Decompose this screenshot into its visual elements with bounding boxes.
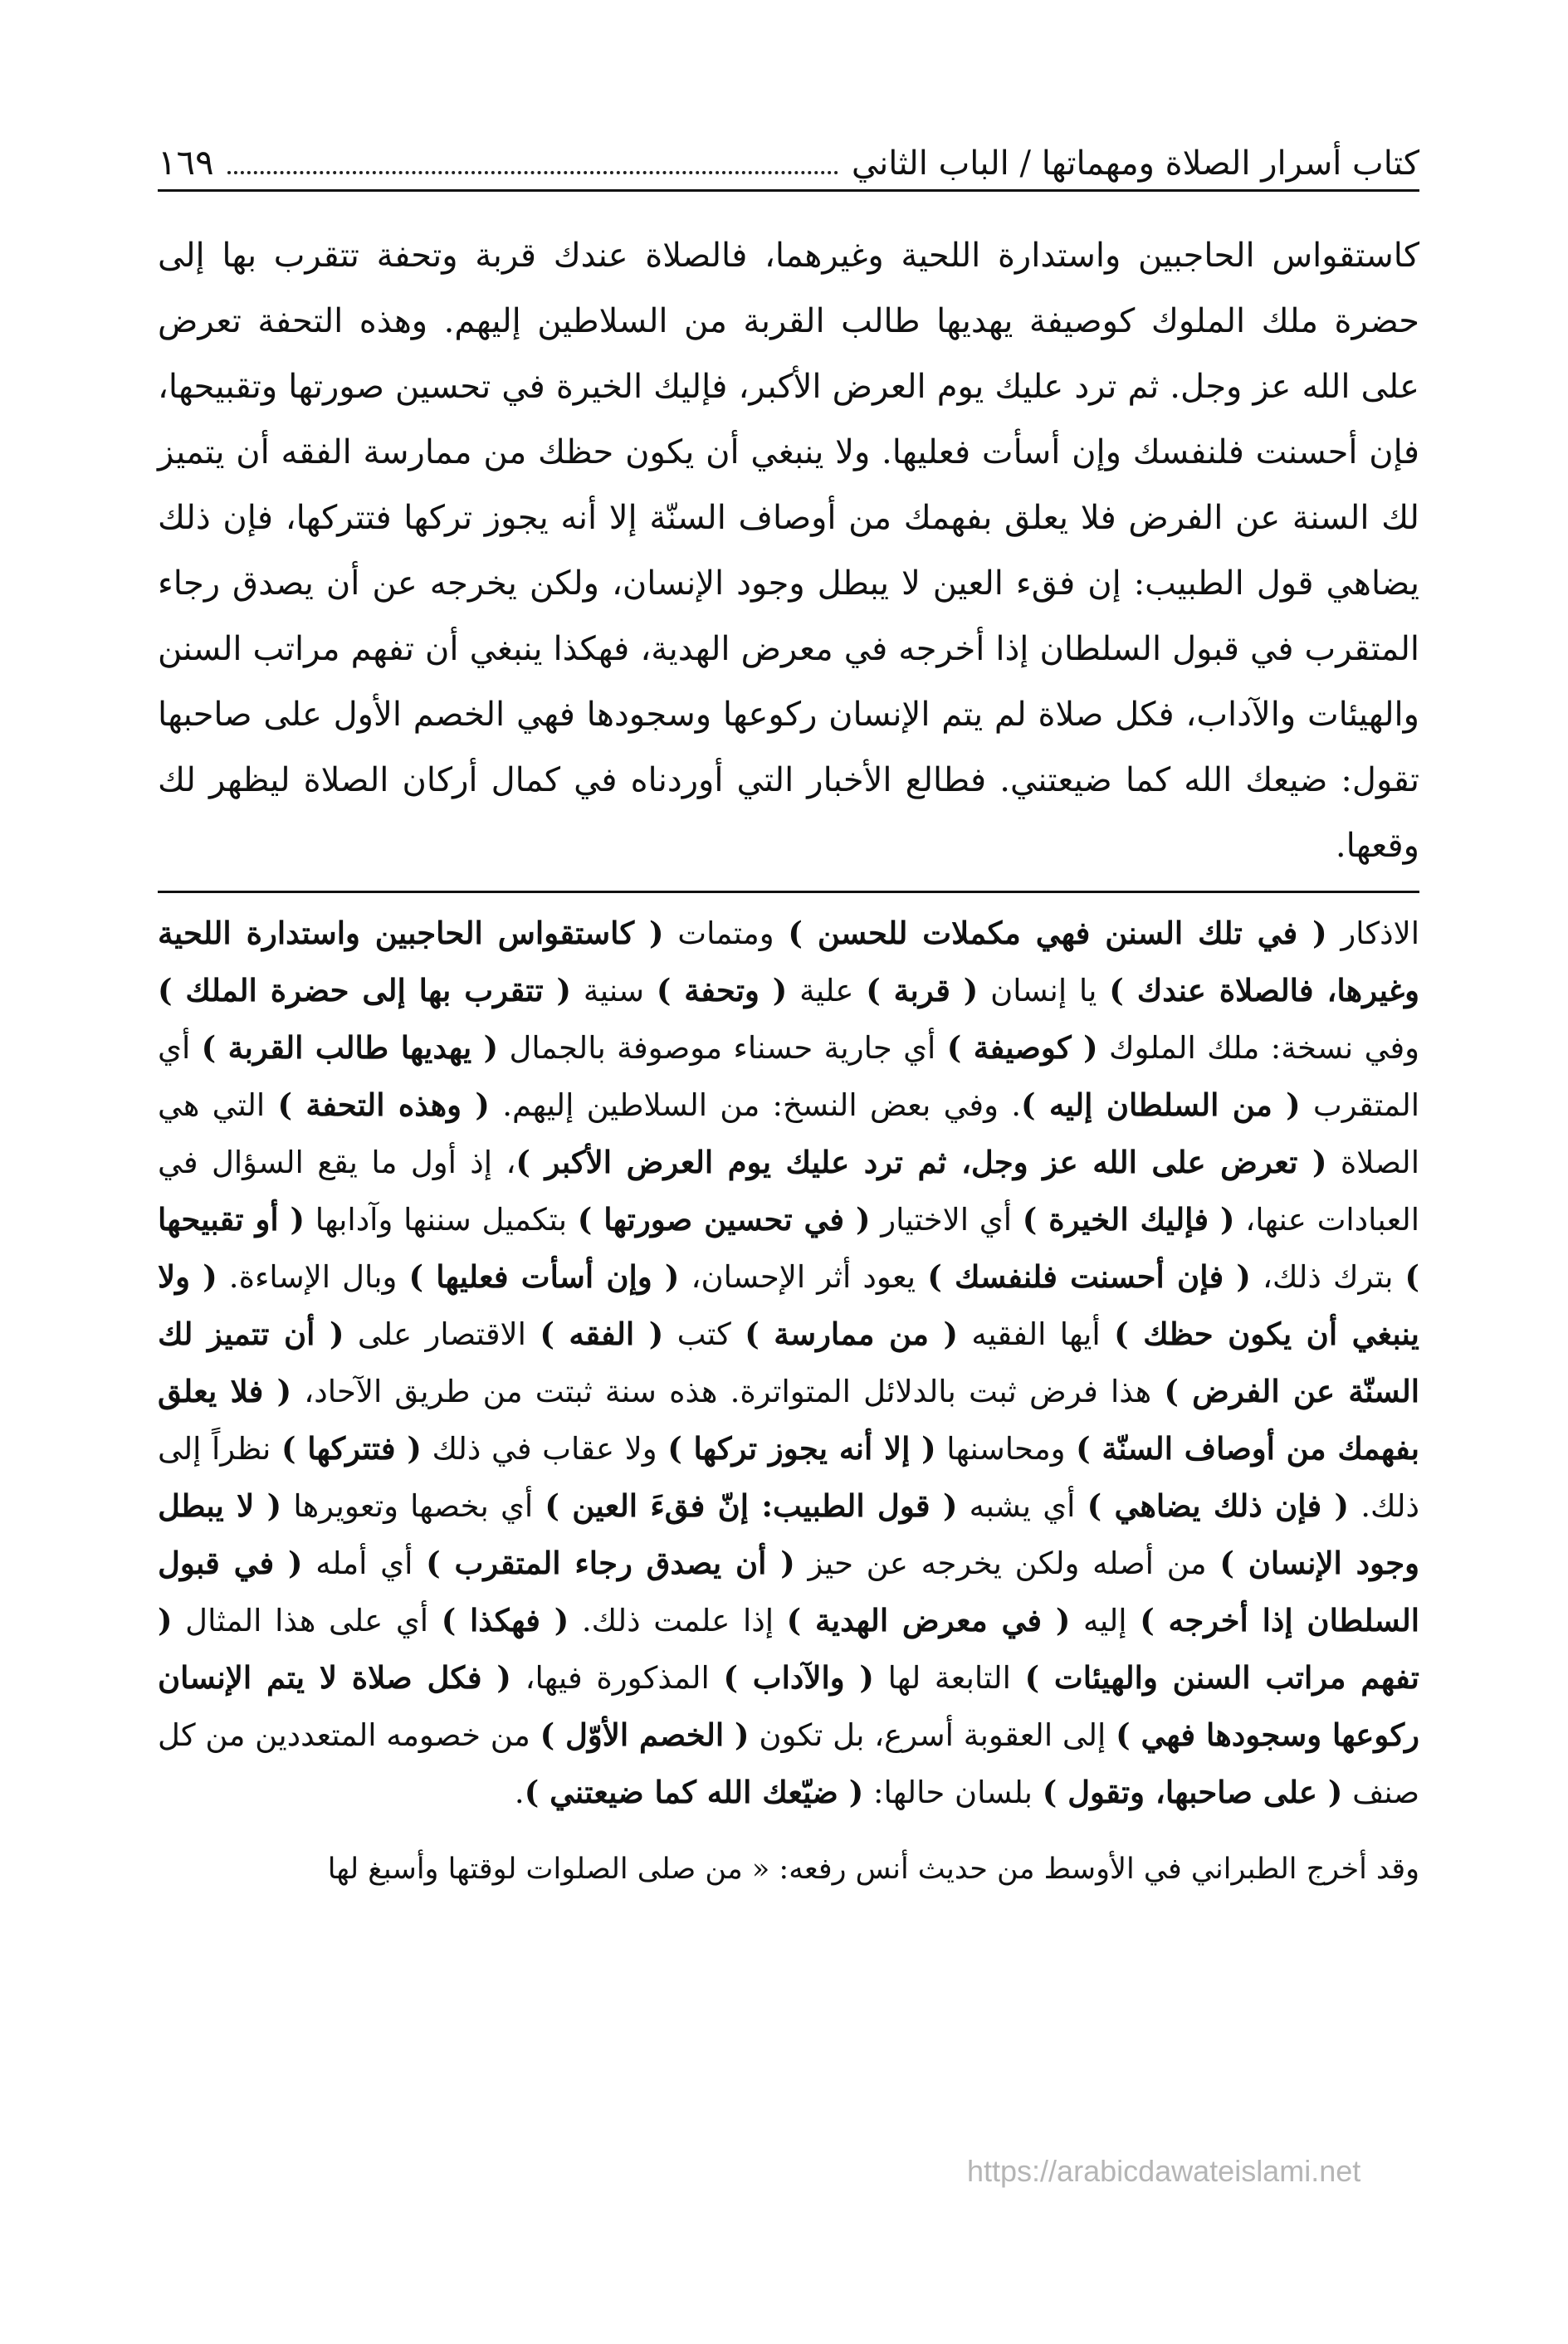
commentary-text: أي على هذا المثال [172, 1603, 442, 1638]
commentary-text: بلسان حالها: [863, 1775, 1043, 1810]
commentary-quote: ( وتحفة ) [656, 972, 788, 1008]
commentary-quote: ( فإليك الخيرة ) [1022, 1201, 1235, 1238]
commentary-quote: ( تعرض على الله عز وجل، ثم ترد عليك يوم العرض الأكبر ) [515, 1144, 1327, 1180]
commentary-quote: ( الخصم الأوّل ) [540, 1716, 750, 1753]
commentary-text: من خصومه المتعددين من كل صنف [158, 1717, 1419, 1810]
commentary-quote: ( قول الطبيب: إنّ فقءَ العين ) [545, 1487, 958, 1524]
commentary-text: أي أمله [302, 1546, 427, 1581]
page-number: ١٦٩ [158, 142, 214, 183]
commentary-text: الاذكار [1326, 916, 1420, 951]
commentary-paragraph [158, 905, 1419, 1821]
commentary-quote: ( تتقرب بها إلى حضرة الملك ) [158, 972, 572, 1008]
commentary-text: كتب [663, 1316, 745, 1352]
commentary-quote: ( ولا ينبغي أن يكون حظك ) [158, 1258, 1419, 1352]
commentary-text: ومحاسنها [935, 1431, 1077, 1467]
commentary-quote: ( في تلك السنن فهي مكملات للحسن ) [788, 915, 1327, 951]
commentary-text: إذا علمت ذلك. [569, 1603, 787, 1638]
commentary-text: بتكميل سننها وآدابها [305, 1202, 578, 1238]
commentary-quote: ( في معرض الهدية ) [786, 1602, 1071, 1638]
commentary-quote: ( على صاحبها، وتقول ) [1042, 1774, 1343, 1810]
commentary-quote: ( فإن ذلك يضاهي ) [1087, 1487, 1350, 1524]
commentary-quote: ( وهذه التحفة ) [277, 1087, 490, 1123]
commentary-quote: ( في تحسين صورتها ) [577, 1201, 871, 1238]
commentary-quote: ( والآداب ) [723, 1659, 874, 1696]
commentary-text: يا إنسان [978, 973, 1110, 1008]
commentary-quote: ( فهكذا ) [441, 1602, 569, 1638]
commentary-text: . وفي بعض النسخ: من السلاطين إليهم. [489, 1087, 1021, 1123]
continuation-text: وقد أخرج الطبراني في الأوسط من حديث أنس رفعه: « من صلى الصلوات لوقتها وأسبغ لها [327, 1853, 1419, 1886]
commentary-text: أيها الفقيه [957, 1316, 1115, 1352]
commentary-text: هذا فرض ثبت بالدلائل المتواترة. هذه سنة ثبتت من طريق الآحاد، [291, 1374, 1165, 1409]
running-header [158, 108, 1419, 192]
commentary-text: الاقتصار على [344, 1316, 540, 1352]
commentary-text: وفي نسخة: ملك الملوك [1097, 1030, 1419, 1066]
commentary-text: التابعة لها [873, 1660, 1025, 1696]
commentary-text: أي يشبه [957, 1488, 1087, 1524]
commentary-text: علية [787, 973, 867, 1008]
commentary-quote: ( يهديها طالب القربة ) [201, 1029, 499, 1066]
commentary-quote: ( فإن أحسنت فلنفسك ) [927, 1258, 1251, 1295]
commentary-text: التي هي الصلاة [158, 1087, 1419, 1180]
commentary-text: أي جارية حسناء موصوفة بالجمال [498, 1030, 947, 1066]
commentary-quote: ( كوصيفة ) [946, 1029, 1098, 1066]
commentary-text: من أصله ولكن يخرجه عن حيز [794, 1546, 1220, 1581]
book-page [158, 108, 1419, 2266]
commentary-text: المذكورة فيها، [510, 1660, 724, 1696]
commentary [158, 905, 1419, 1821]
commentary-text: أي بخصها وتعويرها [281, 1488, 545, 1524]
commentary-text: ومتمات [663, 916, 789, 951]
commentary-quote: ( أو تقبيحها ) [158, 1201, 1419, 1295]
commentary-quote: ( الفقه ) [540, 1316, 664, 1352]
separator-rule [158, 891, 1419, 893]
commentary-text: سنية [571, 973, 657, 1008]
commentary-text: . [514, 1775, 525, 1810]
commentary-quote: ( أن يصدق رجاء المتقرب ) [426, 1545, 795, 1581]
commentary-text: أي الاختيار [870, 1202, 1023, 1238]
commentary-text: يعود أثر الإحسان، [679, 1259, 928, 1295]
main-text [158, 223, 1419, 879]
header-title: كتاب أسرار الصلاة ومهماتها / الباب الثاني [851, 144, 1419, 183]
commentary-text: نظراً إلى ذلك. [158, 1431, 1419, 1524]
commentary-text: أي المتقرب [158, 1030, 1420, 1123]
commentary-text: ، إذ أول ما يقع السؤال في العبادات عنها، [158, 1145, 1420, 1238]
commentary-quote: ( لا يبطل وجود الإنسان ) [158, 1487, 1419, 1581]
main-paragraph: كاستقواس الحاجبين واستدارة اللحية وغيرهما، فالصلاة عندك قربة وتحفة تتقرب بها إلى حضرة ملك الملوك كوصيفة يهديها طالب القربة من السلاطين إليهم. وهذه التحفة تعرض على الله عز وجل. ثم ترد عليك يوم العرض الأكبر، فإليك الخيرة في تحسين صورتها وتقبيحها، فإن أحسنت فلنفسك وإن أسأت فعليها. ولا ينبغي أن يكون حظك من ممارسة الفقه أن يتميز لك السنة عن الفرض فلا يعلق بفهمك من أوصاف السنّة إلا أنه يجوز تركها فتتركها، فإن ذلك يضاهي قول الطبيب: إن فقء العين لا يبطل وجود الإنسان، ولكن يخرجه عن أن يصدق رجاء المتقرب في قبول السلطان إذا أخرجه في معرض الهدية، فهكذا ينبغي أن تفهم مراتب السنن والهيئات والآداب، فكل صلاة لم يتم الإنسان ركوعها وسجودها فهي الخصم الأول على صاحبها تقول: ضيعك الله كما ضيعتني. فطالع الأخبار التي أوردناه في كمال أركان الصلاة ليظهر لك وقعها. [158, 237, 1419, 865]
commentary-quote: ( فتتركها ) [281, 1430, 422, 1467]
commentary-text: إلى العقوبة أسرع، بل تكون [749, 1717, 1116, 1753]
commentary-quote: ( تفهم مراتب السنن والهيئات ) [158, 1602, 1419, 1696]
commentary-quote: ( كاستقواس الحاجبين واستدارة اللحية وغيرها، فالصلاة عندك ) [158, 915, 1419, 1008]
commentary-quote: ( ضيّعك الله كما ضيعتني ) [524, 1774, 864, 1810]
header-leader-dots [227, 170, 838, 174]
commentary-quote: ( من السلطان إليه ) [1021, 1087, 1301, 1123]
commentary-quote: ( إلا أنه يجوز تركها ) [667, 1430, 936, 1467]
watermark-url: https://arabicdawateislami.net [967, 2154, 1361, 2188]
commentary-text: ولا عقاب في ذلك [421, 1431, 668, 1467]
commentary-text: إليه [1070, 1603, 1141, 1638]
commentary-quote: ( فكل صلاة لا يتم الإنسان ركوعها وسجودها فهي ) [158, 1659, 1419, 1753]
commentary-quote: ( أن تتميز لك السنّة عن الفرض ) [158, 1316, 1419, 1409]
commentary-text: وبال الإساءة. [217, 1259, 409, 1295]
commentary-text: بترك ذلك، [1250, 1259, 1405, 1295]
commentary-quote: ( فلا يعلق بفهمك من أوصاف السنّة ) [158, 1373, 1420, 1467]
commentary-quote: ( من ممارسة ) [745, 1316, 958, 1352]
commentary-quote: ( قربة ) [866, 972, 979, 1008]
commentary-quote: ( وإن أسأت فعليها ) [408, 1258, 680, 1295]
commentary-quote: ( في قبول السلطان إذا أخرجه ) [158, 1545, 1420, 1638]
